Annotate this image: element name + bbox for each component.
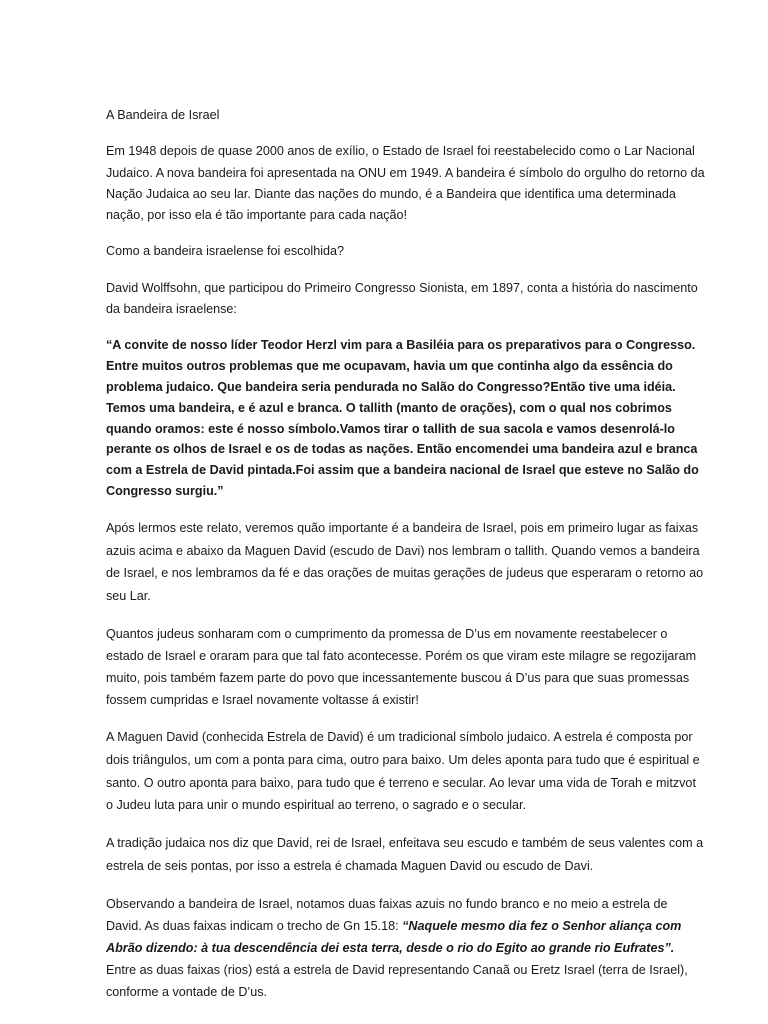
paragraph-question: Como a bandeira israelense foi escolhida? bbox=[106, 244, 345, 259]
paragraph-tradition: A tradição judaica nos diz que David, rei de Israel, enfeitava seu escudo e também de seus valentes com a estrela de seis pontas, por isso a estrela é chamada Maguen David ou escudo de Davi. bbox=[106, 836, 704, 873]
paragraph-quote: “A convite de nosso líder Teodor Herzl vim para a Basiléia para os preparativos para o Congresso. Entre muitos outros problemas que me ocupavam, havia um que continha algo da essência do problema judaico. Que bandeira seria pendurada no Salão do Congresso?Então tive uma idéia. Temos uma bandeira, e é azul e branca. O tallith (manto de orações), com o qual nos cobrimos quando oramos: este é nosso símbolo.Vamos tirar o tallith de sua sacola e vamos desenrolá-lo perante os olhos de Israel e os de todas as nações. Então encomendei uma bandeira azul e branca com a Estrela de David pintada.Foi assim que a bandeira nacional de Israel que esteve no Salão do Congresso surgiu.” bbox=[106, 338, 699, 498]
paragraph-promise: Quantos judeus sonharam com o cumprimento da promessa de D’us em novamente reestabelecer o estado de Israel e oraram para que tal fato acontecesse. Porém os que viram este milagre se regozijaram muito, pois também fazem parte do povo que incessantemente buscou á D’us para que suas promessas fossem cumpridas e Israel novamente voltasse á existir! bbox=[106, 626, 697, 707]
genesis-quote: “Naquele mesmo dia fez o Senhor aliança com Abrão dizendo: à tua descendência dei esta terra, desde o rio do Egito ao grande rio Eufrates”. bbox=[106, 918, 682, 955]
paragraph-flag-meaning bbox=[106, 893, 706, 1003]
flag-meaning-end: Entre as duas faixas (rios) está a estrela de David representando Canaã ou Eretz Israel (terra de Israel), conforme a vontade de D’us. bbox=[106, 962, 688, 999]
document-title: A Bandeira de Israel bbox=[106, 108, 220, 122]
paragraph-wolffsohn: David Wolffsohn, que participou do Primeiro Congresso Sionista, em 1897, conta a história do nascimento da bandeira israelense: bbox=[106, 280, 698, 317]
paragraph-maguen-david: A Maguen David (conhecida Estrela de David) é um tradicional símbolo judaico. A estrela é composta por dois triângulos, um com a ponta para cima, outro para baixo. Um deles aponta para tudo que é espiritual e santo. O outro aponta para baixo, para tudo que é terreno e secular. Ao levar uma vida de Torah e mitzvot o Judeu luta para unir o mundo espiritual ao terreno, o sagrado e o secular. bbox=[106, 729, 700, 813]
document-page bbox=[106, 105, 706, 1018]
paragraph-intro: Em 1948 depois de quase 2000 anos de exílio, o Estado de Israel foi reestabelecido como o Lar Nacional Judaico. A nova bandeira foi apresentada na ONU em 1949. A bandeira é símbolo do orgulho do retorno da Nação Judaica ao seu lar. Diante das nações do mundo, é a Bandeira que identifica uma determinada nação, por isso ela é tão importante para cada nação! bbox=[106, 144, 705, 223]
paragraph-tallith: Após lermos este relato, veremos quão importante é a bandeira de Israel, pois em primeiro lugar as faixas azuis acima e abaixo da Maguen David (escudo de Davi) nos lembram o tallith. Quando vemos a bandeira de Israel, e nos lembramos da fé e das orações de muitas gerações de judeus que esperaram o retorno ao seu Lar. bbox=[106, 520, 704, 604]
flag-meaning-start: Observando a bandeira de Israel, notamos duas faixas azuis no fundo branco e no meio a estrela de David. As duas faixas indicam o trecho de Gn 15.18: bbox=[106, 896, 668, 933]
